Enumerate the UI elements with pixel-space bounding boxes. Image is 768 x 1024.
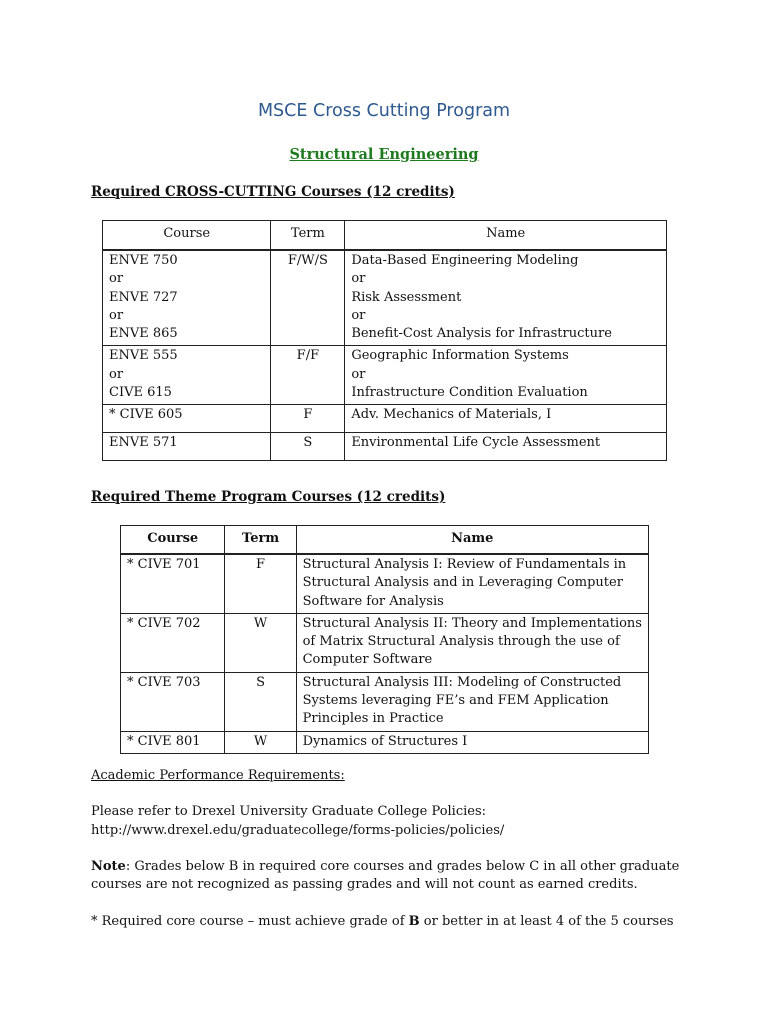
page-subtitle: Structural Engineering <box>289 146 479 163</box>
note-paragraph-line2: courses are not recognized as passing grades and will not count as earned credits. <box>91 877 638 892</box>
term-cell: F/F <box>271 346 345 405</box>
academic-requirements-heading: Academic Performance Requirements: <box>91 768 345 783</box>
term-cell: S <box>271 433 345 461</box>
page-title: MSCE Cross Cutting Program <box>257 101 511 121</box>
cross-cutting-table <box>102 220 667 461</box>
col-header-course: Course <box>103 221 271 251</box>
theme-program-heading: Required Theme Program Courses (12 credits) <box>91 489 446 505</box>
course-cell: ENVE 555 or CIVE 615 <box>103 346 271 405</box>
cross-cutting-heading: Required CROSS-CUTTING Courses (12 credits) <box>91 184 455 200</box>
term-cell: W <box>225 731 296 753</box>
course-cell: * CIVE 801 <box>121 731 225 753</box>
course-cell: * CIVE 605 <box>103 405 271 433</box>
name-cell: Structural Analysis II: Theory and Implementations of Matrix Structural Analysis through the use of Computer Software <box>296 613 648 672</box>
note-text: : Grades below B in required core courses and grades below C in all other graduate <box>125 859 680 874</box>
name-cell: Geographic Information Systems or Infrastructure Condition Evaluation <box>345 346 667 405</box>
table-header-row <box>121 526 649 555</box>
table-header-row <box>103 221 667 251</box>
note-label: Note <box>91 859 126 874</box>
course-cell: * CIVE 703 <box>121 672 225 731</box>
name-cell: Structural Analysis I: Review of Fundamentals in Structural Analysis and in Leveraging Computer Software for Analysis <box>296 554 648 613</box>
term-cell: F <box>225 554 296 613</box>
table-row <box>103 405 667 433</box>
name-cell: Environmental Life Cycle Assessment <box>345 433 667 461</box>
course-cell: ENVE 750 or ENVE 727 or ENVE 865 <box>103 250 271 346</box>
table-row <box>103 250 667 346</box>
note-paragraph <box>91 858 679 876</box>
course-cell: ENVE 571 <box>103 433 271 461</box>
table-row <box>121 554 649 613</box>
col-header-term: Term <box>225 526 296 555</box>
col-header-name: Name <box>345 221 667 251</box>
name-cell: Dynamics of Structures I <box>296 731 648 753</box>
course-cell: * CIVE 702 <box>121 613 225 672</box>
term-cell: S <box>225 672 296 731</box>
course-cell: * CIVE 701 <box>121 554 225 613</box>
name-cell: Adv. Mechanics of Materials, I <box>345 405 667 433</box>
policy-url-link[interactable]: http://www.drexel.edu/graduatecollege/forms-policies/policies/ <box>91 823 505 838</box>
term-cell: F <box>271 405 345 433</box>
table-row <box>121 672 649 731</box>
theme-program-table <box>120 525 649 754</box>
name-cell: Structural Analysis III: Modeling of Constructed Systems leveraging FE’s and FEM Application Principles in Practice <box>296 672 648 731</box>
table-row <box>121 731 649 753</box>
table-row <box>103 433 667 461</box>
core-course-footnote: * Required core course – must achieve grade of B or better in at least 4 of the 5 courses <box>91 914 674 929</box>
col-header-name: Name <box>296 526 648 555</box>
term-cell: F/W/S <box>271 250 345 346</box>
policy-reference-text: Please refer to Drexel University Graduate College Policies: <box>91 804 487 819</box>
col-header-term: Term <box>271 221 345 251</box>
name-cell: Data-Based Engineering Modeling or Risk Assessment or Benefit-Cost Analysis for Infrastructure <box>345 250 667 346</box>
table-row <box>103 346 667 405</box>
term-cell: W <box>225 613 296 672</box>
col-header-course: Course <box>121 526 225 555</box>
table-row <box>121 613 649 672</box>
